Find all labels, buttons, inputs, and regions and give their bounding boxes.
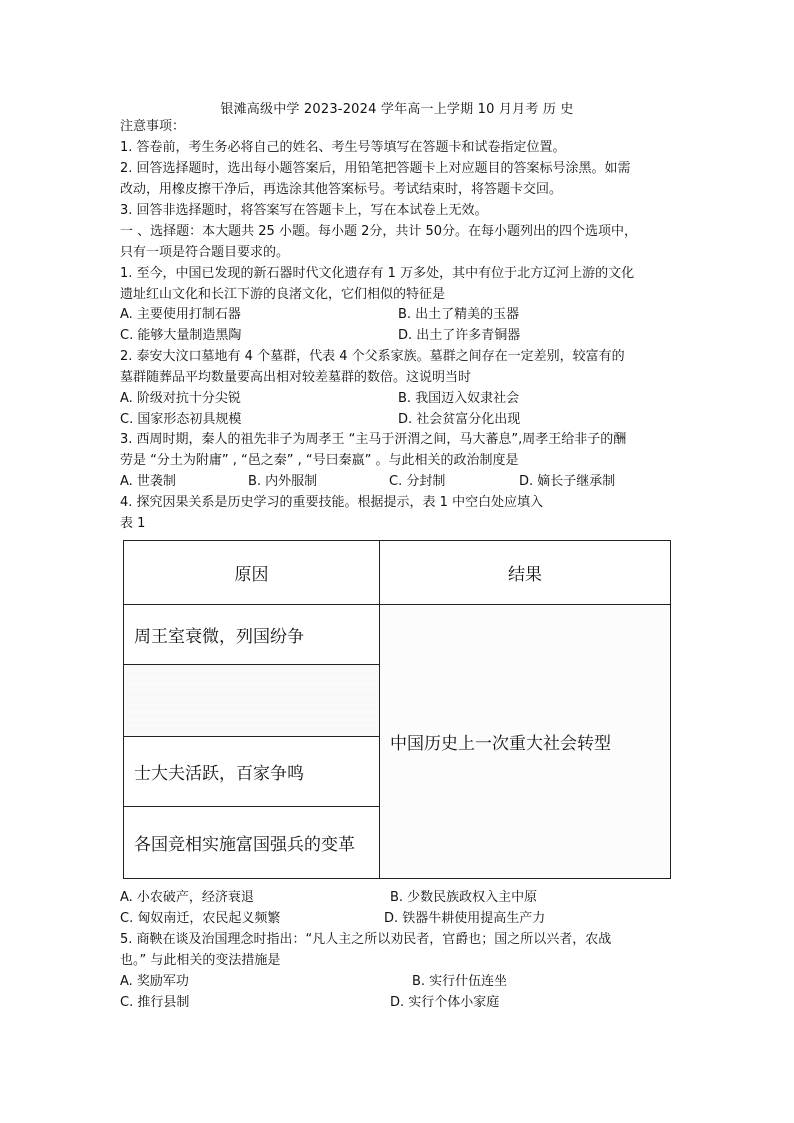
table-header-result: 结果 <box>380 541 671 605</box>
question-5-stem: 5. 商鞅在谈及治国理念时指出：“凡人主之所以劝民者，官爵也；国之所以兴者，农战 <box>120 932 612 947</box>
q2-option-a: A. 阶级对抗十分尖锐 <box>120 391 241 406</box>
question-2-stem: 2. 泰安大汶口墓地有 4 个墓群，代表 4 个父系家族。墓群之间存在一定差别，较富有的 <box>120 349 625 364</box>
q2-option-c: C. 国家形态初具规模 <box>120 412 242 427</box>
question-3-stem-cont: 劳是 “分土为附庸” , “邑之秦” , “号曰秦嬴” 。与此相关的政治制度是 <box>120 453 519 468</box>
exam-title: 银滩高级中学 2023-2024 学年高一上学期 10 月月考 历 史 <box>220 102 574 117</box>
q1-option-a: A. 主要使用打制石器 <box>120 307 241 322</box>
q1-option-b: B. 出土了精美的玉器 <box>398 307 520 322</box>
q5-option-a: A. 奖励军功 <box>120 974 189 989</box>
section-heading-cont: 只有一项是符合题目要求的。 <box>120 245 290 260</box>
q4-option-c: C. 匈奴南迁，农民起义频繁 <box>120 911 281 926</box>
table-label: 表 1 <box>120 516 146 531</box>
table-blank-cell <box>124 665 380 737</box>
q5-option-d: D. 实行个体小家庭 <box>390 995 500 1010</box>
q3-option-d: D. 嫡长子继承制 <box>519 474 616 489</box>
q3-option-a: A. 世袭制 <box>120 474 176 489</box>
notice-item: 2. 回答选择题时，选出每小题答案后，用铅笔把答题卡上对应题目的答案标号涂黑。如需 <box>120 161 631 176</box>
q4-option-b: B. 少数民族政权入主中原 <box>390 890 538 905</box>
q4-option-d: D. 铁器牛耕使用提高生产力 <box>384 911 546 926</box>
notice-item: 1. 答卷前，考生务必将自己的姓名、考生号等填写在答题卡和试卷指定位置。 <box>120 140 566 155</box>
table-header-cause: 原因 <box>124 541 380 605</box>
notice-item: 3. 回答非选择题时，将答案写在答题卡上，写在本试卷上无效。 <box>120 203 488 218</box>
q1-option-c: C. 能够大量制造黑陶 <box>120 328 242 343</box>
table-result-cell: 中国历史上一次重大社会转型 <box>380 605 671 879</box>
q2-option-d: D. 社会贫富分化出现 <box>398 412 521 427</box>
notice-heading: 注意事项： <box>120 119 186 134</box>
section-heading: 一 、选择题：本大题共 25 小题。每小题 2分，共计 50分。在每小题列出的四个选项中， <box>120 224 638 239</box>
question-1-stem: 1. 至今，中国已发现的新石器时代文化遗存有 1 万多处，其中有位于北方辽河上游的文化 <box>120 266 635 281</box>
cause-effect-table <box>123 540 671 879</box>
q3-option-b: B. 内外服制 <box>248 474 318 489</box>
table-cause-cell: 周王室衰微，列国纷争 <box>124 605 380 665</box>
q3-option-c: C. 分封制 <box>389 474 446 489</box>
q5-option-b: B. 实行什伍连坐 <box>412 974 508 989</box>
table-cause-cell: 各国竞相实施富国强兵的变革 <box>124 807 380 879</box>
question-3-stem: 3. 西周时期，秦人的祖先非子为周孝王 “主马于汧渭之间，马大蕃息”,周孝王给非子的酬 <box>120 432 627 447</box>
question-5-stem-cont: 也。” 与此相关的变法措施是 <box>120 953 281 968</box>
question-1-stem-cont: 遗址红山文化和长江下游的良渚文化，它们相似的特征是 <box>120 287 446 302</box>
table-cause-cell: 士大夫活跃，百家争鸣 <box>124 737 380 807</box>
q2-option-b: B. 我国迈入奴隶社会 <box>398 391 520 406</box>
q1-option-d: D. 出土了许多青铜器 <box>398 328 521 343</box>
q4-option-a: A. 小农破产，经济衰退 <box>120 890 254 905</box>
question-2-stem-cont: 墓群随葬品平均数量要高出相对较差墓群的数倍。这说明当时 <box>120 370 472 385</box>
q5-option-c: C. 推行县制 <box>120 995 190 1010</box>
notice-item: 改动，用橡皮擦干净后，再选涂其他答案标号。考试结束时，将答题卡交回。 <box>120 182 563 197</box>
question-4-stem: 4. 探究因果关系是历史学习的重要技能。根据提示，表 1 中空白处应填入 <box>120 495 544 510</box>
